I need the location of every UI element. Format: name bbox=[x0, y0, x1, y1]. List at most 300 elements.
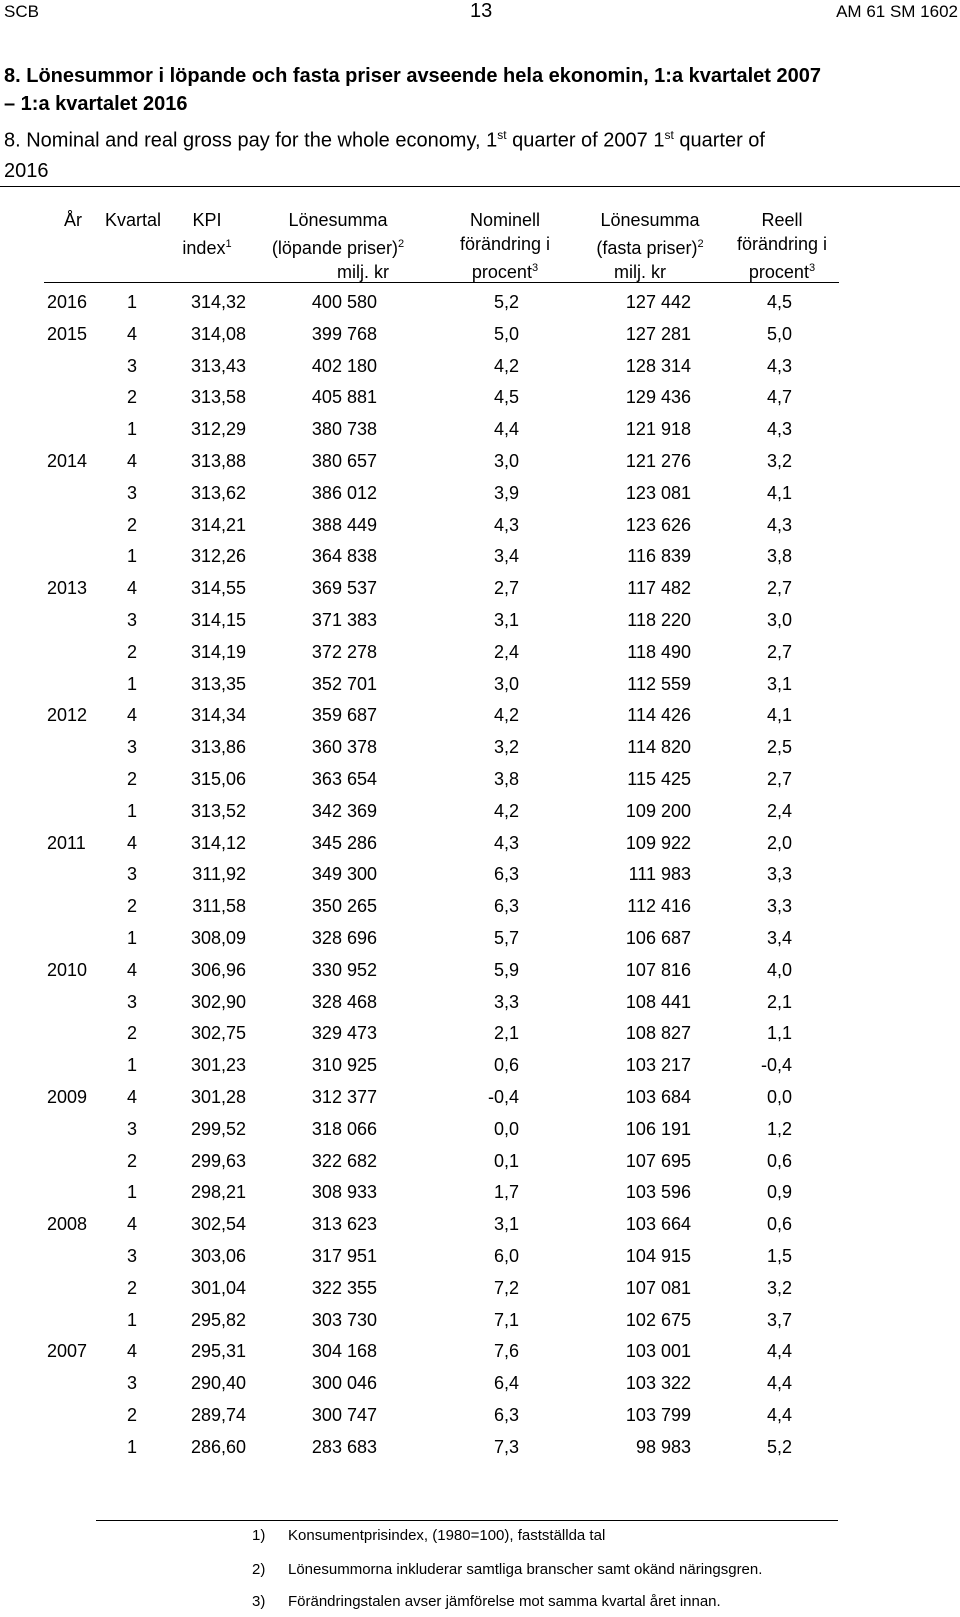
table-row bbox=[0, 515, 960, 547]
real-pay-cell: 127 442 bbox=[625, 292, 691, 312]
real-change-cell: 0,0 bbox=[766, 1087, 792, 1107]
table-row bbox=[0, 1341, 960, 1373]
table-row bbox=[0, 578, 960, 610]
real-pay-cell: 107 695 bbox=[625, 1150, 691, 1171]
nominal-change-cell: 2,7 bbox=[493, 578, 519, 599]
kpi-cell: 314,34 bbox=[190, 705, 246, 726]
real-pay-cell: 108 441 bbox=[625, 991, 691, 1012]
col-kpi-header: KPI index$^1$ bbox=[182, 210, 232, 258]
table-row bbox=[0, 705, 960, 737]
nominal-change-cell: 6,3 bbox=[493, 896, 519, 917]
real-pay-cell: 114 820 bbox=[627, 737, 691, 758]
quarter-cell: 2 bbox=[127, 387, 138, 408]
nominal-pay-cell: 360 378 bbox=[311, 737, 377, 758]
table-row bbox=[0, 1055, 960, 1087]
title-en-line1 bbox=[4, 120, 954, 156]
nominal-pay-cell: 300 046 bbox=[311, 1373, 377, 1394]
real-change-cell: 4,0 bbox=[766, 959, 792, 980]
table-row bbox=[0, 1182, 960, 1214]
nominal-change-cell: 3,9 bbox=[493, 482, 519, 503]
quarter-cell: 1 bbox=[127, 546, 138, 567]
nominal-pay-cell: 399 768 bbox=[311, 323, 377, 344]
kpi-cell: 314,55 bbox=[190, 578, 246, 599]
real-pay-cell: 129 436 bbox=[625, 387, 691, 408]
real-change-cell: 2,7 bbox=[766, 769, 792, 789]
real-pay-cell: 112 416 bbox=[627, 896, 691, 917]
quarter-cell: 2 bbox=[127, 1023, 138, 1044]
quarter-cell: 1 bbox=[127, 419, 138, 440]
year-cell: 2007 bbox=[47, 1341, 88, 1362]
nominal-change-cell: 1,7 bbox=[493, 1182, 519, 1203]
footnote-1-number: 1) bbox=[252, 1527, 266, 1544]
real-change-cell: 4,7 bbox=[766, 387, 792, 408]
real-change-cell: 3,2 bbox=[766, 1277, 792, 1298]
quarter-cell: 3 bbox=[127, 482, 138, 503]
footnote-3-text: Förändringstalen avser jämförelse mot samma kvartal året innan. bbox=[288, 1593, 721, 1610]
real-change-cell: 5,2 bbox=[766, 1436, 792, 1457]
quarter-cell: 4 bbox=[127, 705, 138, 726]
real-pay-cell: 103 684 bbox=[625, 1087, 691, 1107]
kpi-cell: 298,21 bbox=[190, 1182, 246, 1203]
nominal-change-cell: 7,1 bbox=[493, 1309, 519, 1330]
quarter-cell: 4 bbox=[127, 832, 138, 853]
table-row bbox=[0, 769, 960, 801]
kpi-cell: 314,19 bbox=[190, 641, 246, 662]
real-change-cell: 4,1 bbox=[766, 705, 792, 726]
table-row bbox=[0, 1214, 960, 1246]
nominal-pay-cell: 328 696 bbox=[311, 928, 377, 948]
real-change-cell: 0,6 bbox=[766, 1214, 792, 1235]
quarter-cell: 3 bbox=[127, 737, 138, 758]
real-pay-cell: 103 001 bbox=[625, 1341, 691, 1362]
real-pay-cell: 111 983 bbox=[628, 864, 691, 885]
table-row bbox=[0, 1437, 960, 1469]
title-en-sup1: st bbox=[497, 128, 507, 142]
real-change-cell: 2,1 bbox=[766, 991, 792, 1012]
quarter-cell: 3 bbox=[127, 991, 138, 1012]
nominal-pay-cell: 329 473 bbox=[311, 1023, 377, 1044]
quarter-cell: 1 bbox=[127, 673, 138, 694]
real-pay-cell: 104 915 bbox=[625, 1246, 691, 1266]
kpi-cell: 301,04 bbox=[190, 1277, 246, 1298]
nominal-pay-cell: 405 881 bbox=[311, 387, 377, 408]
nominal-pay-cell: 313 623 bbox=[311, 1214, 377, 1235]
real-change-cell: 4,5 bbox=[766, 292, 792, 312]
title-en-part-c: quarter of bbox=[673, 129, 765, 152]
real-change-cell: 3,2 bbox=[766, 451, 792, 471]
quarter-cell: 4 bbox=[127, 1341, 138, 1362]
real-pay-cell: 109 922 bbox=[625, 832, 691, 853]
nominal-change-cell: 3,3 bbox=[493, 991, 519, 1012]
nominal-pay-cell: 330 952 bbox=[311, 959, 377, 980]
table-row bbox=[0, 960, 960, 992]
real-pay-cell: 123 626 bbox=[625, 514, 691, 535]
kpi-cell: 306,96 bbox=[190, 959, 246, 980]
real-change-cell: 2,5 bbox=[766, 737, 792, 758]
table-title-english bbox=[4, 120, 954, 186]
table-row bbox=[0, 483, 960, 515]
nominal-pay-cell: 322 355 bbox=[311, 1277, 377, 1298]
real-change-cell: 3,8 bbox=[766, 546, 792, 567]
kpi-cell: 286,60 bbox=[190, 1436, 246, 1457]
footnote-2-text: Lönesummorna inkluderar samtliga branscher samt okänd näringsgren. bbox=[288, 1561, 763, 1578]
col-year-header: År bbox=[64, 210, 82, 230]
kpi-cell: 301,28 bbox=[190, 1087, 246, 1107]
kpi-cell: 312,29 bbox=[190, 419, 246, 440]
table-row bbox=[0, 419, 960, 451]
real-change-cell: 4,4 bbox=[766, 1341, 792, 1362]
kpi-cell: 303,06 bbox=[190, 1246, 246, 1266]
real-pay-cell: 115 425 bbox=[627, 769, 691, 789]
quarter-cell: 4 bbox=[127, 1214, 138, 1235]
quarter-cell: 2 bbox=[127, 769, 138, 789]
real-change-cell: 0,9 bbox=[766, 1182, 792, 1203]
page-header bbox=[0, 0, 960, 28]
nominal-pay-cell: 312 377 bbox=[311, 1087, 377, 1107]
title-en-line2: 2016 bbox=[4, 159, 49, 182]
nominal-pay-cell: 402 180 bbox=[311, 355, 377, 376]
kpi-cell: 313,58 bbox=[190, 387, 246, 408]
table-row bbox=[0, 1246, 960, 1278]
col-quarter-header: Kvartal bbox=[104, 210, 162, 230]
quarter-cell: 3 bbox=[127, 355, 138, 376]
real-change-cell: -0,4 bbox=[760, 1055, 792, 1076]
table-row bbox=[0, 356, 960, 388]
real-change-cell: 4,3 bbox=[766, 355, 792, 376]
nominal-change-cell: 6,0 bbox=[493, 1246, 519, 1266]
kpi-cell: 302,54 bbox=[190, 1214, 246, 1235]
quarter-cell: 3 bbox=[127, 610, 138, 630]
real-change-cell: 2,0 bbox=[766, 832, 792, 853]
kpi-cell: 313,35 bbox=[190, 673, 246, 694]
nominal-change-cell: 2,1 bbox=[493, 1023, 519, 1044]
real-pay-cell: 103 322 bbox=[625, 1373, 691, 1394]
real-pay-cell: 128 314 bbox=[625, 355, 691, 376]
real-pay-cell: 106 191 bbox=[625, 1118, 691, 1139]
quarter-cell: 1 bbox=[127, 928, 138, 948]
real-pay-cell: 103 799 bbox=[625, 1405, 691, 1425]
nominal-pay-cell: 388 449 bbox=[311, 514, 377, 535]
table-row bbox=[0, 801, 960, 833]
nominal-change-cell: 7,3 bbox=[493, 1436, 519, 1457]
header-divider bbox=[44, 282, 839, 283]
nominal-pay-cell: 283 683 bbox=[311, 1436, 377, 1457]
quarter-cell: 2 bbox=[127, 1150, 138, 1171]
table-row bbox=[0, 642, 960, 674]
publisher-label: SCB bbox=[4, 2, 39, 21]
report-code: AM 61 SM 1602 bbox=[836, 2, 958, 21]
real-pay-cell: 114 426 bbox=[627, 705, 691, 726]
real-pay-cell: 118 490 bbox=[627, 641, 691, 662]
quarter-cell: 3 bbox=[127, 1373, 138, 1394]
col-nominal-change-header: Nominell förändring i procent$^3$ bbox=[459, 210, 551, 282]
kpi-cell: 314,15 bbox=[190, 610, 246, 630]
nominal-change-cell: 5,0 bbox=[493, 323, 519, 344]
kpi-cell: 290,40 bbox=[190, 1373, 246, 1394]
kpi-cell: 299,52 bbox=[190, 1118, 246, 1139]
kpi-cell: 313,86 bbox=[190, 737, 246, 758]
title-en-part-a: 8. Nominal and real gross pay for the whole economy, 1 bbox=[4, 129, 498, 152]
kpi-cell: 315,06 bbox=[190, 769, 246, 789]
title-en-sup2: st bbox=[664, 128, 674, 142]
real-change-cell: 4,3 bbox=[766, 419, 792, 440]
table-row bbox=[0, 546, 960, 578]
table-row bbox=[0, 387, 960, 419]
real-pay-cell: 107 816 bbox=[625, 959, 691, 980]
real-pay-cell: 123 081 bbox=[625, 482, 691, 503]
table-row bbox=[0, 292, 960, 324]
quarter-cell: 2 bbox=[127, 1277, 138, 1298]
nominal-pay-cell: 304 168 bbox=[311, 1341, 377, 1362]
nominal-change-cell: 0,6 bbox=[493, 1055, 519, 1076]
real-pay-cell: 107 081 bbox=[625, 1277, 691, 1298]
quarter-cell: 1 bbox=[127, 292, 138, 312]
real-change-cell: 2,7 bbox=[766, 641, 792, 662]
nominal-change-cell: 6,4 bbox=[493, 1373, 519, 1394]
footnote-3-number: 3) bbox=[252, 1593, 266, 1610]
table-row bbox=[0, 1023, 960, 1055]
nominal-change-cell: 4,5 bbox=[493, 387, 519, 408]
year-cell: 2011 bbox=[47, 832, 86, 853]
quarter-cell: 4 bbox=[127, 451, 138, 471]
real-pay-cell: 98 983 bbox=[635, 1436, 691, 1457]
kpi-cell: 314,08 bbox=[190, 323, 246, 344]
quarter-cell: 4 bbox=[127, 578, 138, 599]
kpi-cell: 313,52 bbox=[190, 800, 246, 821]
nominal-change-cell: 3,0 bbox=[493, 451, 519, 471]
quarter-cell: 2 bbox=[127, 514, 138, 535]
nominal-change-cell: 6,3 bbox=[493, 864, 519, 885]
nominal-pay-cell: 380 657 bbox=[311, 451, 377, 471]
nominal-change-cell: 6,3 bbox=[493, 1405, 519, 1425]
nominal-pay-cell: 300 747 bbox=[311, 1405, 377, 1425]
quarter-cell: 1 bbox=[127, 1055, 138, 1076]
real-pay-cell: 103 596 bbox=[625, 1182, 691, 1203]
col-nominal-pay-header: Lönesumma (löpande priser)$^2$ milj. kr bbox=[271, 210, 405, 282]
table-row bbox=[0, 324, 960, 356]
real-pay-cell: 103 664 bbox=[625, 1214, 691, 1235]
nominal-change-cell: 3,8 bbox=[493, 769, 519, 789]
footnote-divider bbox=[96, 1520, 838, 1521]
kpi-cell: 302,90 bbox=[190, 991, 246, 1012]
real-pay-cell: 121 276 bbox=[625, 451, 691, 471]
kpi-cell: 299,63 bbox=[190, 1150, 246, 1171]
title-sv-line2: – 1:a kvartalet 2016 bbox=[4, 93, 188, 115]
nominal-pay-cell: 371 383 bbox=[311, 610, 377, 630]
table-title-swedish bbox=[4, 62, 954, 118]
nominal-change-cell: 3,0 bbox=[493, 673, 519, 694]
real-change-cell: 4,1 bbox=[766, 482, 792, 503]
year-cell: 2012 bbox=[47, 705, 88, 726]
nominal-pay-cell: 342 369 bbox=[311, 800, 377, 821]
kpi-cell: 302,75 bbox=[190, 1023, 246, 1044]
nominal-pay-cell: 317 951 bbox=[311, 1246, 377, 1266]
nominal-change-cell: 3,4 bbox=[493, 546, 519, 567]
real-change-cell: 1,1 bbox=[766, 1023, 792, 1044]
col-real-change-header: Reell förändring i procent$^3$ bbox=[736, 210, 828, 282]
nominal-pay-cell: 369 537 bbox=[311, 578, 377, 599]
col-real-pay-header: Lönesumma (fasta priser)$^2$ milj. kr bbox=[596, 210, 704, 282]
nominal-pay-cell: 345 286 bbox=[311, 832, 377, 853]
real-change-cell: 3,3 bbox=[766, 896, 792, 917]
table-row bbox=[0, 737, 960, 769]
real-pay-cell: 106 687 bbox=[625, 928, 691, 948]
table-row bbox=[0, 896, 960, 928]
nominal-change-cell: -0,4 bbox=[487, 1087, 519, 1107]
nominal-pay-cell: 386 012 bbox=[311, 482, 377, 503]
quarter-cell: 2 bbox=[127, 641, 138, 662]
nominal-pay-cell: 359 687 bbox=[311, 705, 377, 726]
nominal-change-cell: 4,3 bbox=[493, 832, 519, 853]
real-pay-cell: 109 200 bbox=[625, 800, 691, 821]
table-row bbox=[0, 1373, 960, 1405]
real-change-cell: 1,2 bbox=[766, 1118, 792, 1139]
real-change-cell: 3,4 bbox=[766, 928, 792, 948]
quarter-cell: 4 bbox=[127, 323, 138, 344]
table-row bbox=[0, 864, 960, 896]
year-cell: 2013 bbox=[47, 578, 88, 599]
real-pay-cell: 121 918 bbox=[625, 419, 691, 440]
nominal-pay-cell: 400 580 bbox=[311, 292, 377, 312]
table-row bbox=[0, 1087, 960, 1119]
table-row bbox=[0, 674, 960, 706]
title-divider bbox=[0, 186, 960, 187]
quarter-cell: 1 bbox=[127, 1182, 138, 1203]
real-change-cell: 1,5 bbox=[766, 1246, 792, 1266]
table-row bbox=[0, 833, 960, 865]
real-pay-cell: 116 839 bbox=[627, 546, 691, 567]
year-cell: 2008 bbox=[47, 1214, 88, 1235]
real-change-cell: 3,7 bbox=[766, 1309, 792, 1330]
table-row bbox=[0, 1310, 960, 1342]
year-cell: 2015 bbox=[47, 323, 88, 344]
table-row bbox=[0, 1278, 960, 1310]
kpi-cell: 301,23 bbox=[190, 1055, 246, 1076]
real-change-cell: 5,0 bbox=[766, 323, 792, 344]
nominal-pay-cell: 322 682 bbox=[311, 1150, 377, 1171]
nominal-change-cell: 0,0 bbox=[493, 1118, 519, 1139]
title-en-part-b: quarter of 2007 1 bbox=[506, 129, 665, 152]
real-change-cell: 2,7 bbox=[766, 578, 792, 599]
year-cell: 2010 bbox=[47, 959, 88, 980]
nominal-change-cell: 5,9 bbox=[493, 959, 519, 980]
quarter-cell: 3 bbox=[127, 1246, 138, 1266]
footnote-2-number: 2) bbox=[252, 1561, 266, 1578]
quarter-cell: 1 bbox=[127, 800, 138, 821]
kpi-cell: 313,88 bbox=[190, 451, 246, 471]
real-pay-cell: 127 281 bbox=[625, 323, 691, 344]
real-change-cell: 3,0 bbox=[766, 610, 792, 630]
nominal-change-cell: 3,1 bbox=[493, 610, 519, 630]
nominal-change-cell: 0,1 bbox=[493, 1150, 519, 1171]
quarter-cell: 1 bbox=[127, 1309, 138, 1330]
kpi-cell: 308,09 bbox=[190, 928, 246, 948]
footnote-1-text: Konsumentprisindex, (1980=100), fastställda tal bbox=[288, 1527, 606, 1544]
kpi-cell: 295,82 bbox=[190, 1309, 246, 1330]
nominal-pay-cell: 310 925 bbox=[311, 1055, 377, 1076]
quarter-cell: 2 bbox=[127, 896, 138, 917]
table-row bbox=[0, 1151, 960, 1183]
nominal-pay-cell: 380 738 bbox=[311, 419, 377, 440]
nominal-change-cell: 2,4 bbox=[493, 641, 519, 662]
kpi-cell: 313,62 bbox=[190, 482, 246, 503]
kpi-cell: 311,92 bbox=[192, 864, 246, 885]
year-cell: 2016 bbox=[47, 292, 88, 312]
nominal-pay-cell: 350 265 bbox=[311, 896, 377, 917]
kpi-cell: 311,58 bbox=[192, 896, 246, 917]
real-change-cell: 4,4 bbox=[766, 1405, 792, 1425]
nominal-change-cell: 5,7 bbox=[493, 928, 519, 948]
nominal-change-cell: 4,2 bbox=[493, 705, 519, 726]
nominal-pay-cell: 308 933 bbox=[311, 1182, 377, 1203]
kpi-cell: 295,31 bbox=[190, 1341, 246, 1362]
nominal-change-cell: 4,2 bbox=[493, 355, 519, 376]
year-cell: 2009 bbox=[47, 1087, 88, 1107]
table-row bbox=[0, 610, 960, 642]
quarter-cell: 4 bbox=[127, 1087, 138, 1107]
real-change-cell: 4,3 bbox=[766, 514, 792, 535]
quarter-cell: 3 bbox=[127, 1118, 138, 1139]
nominal-pay-cell: 372 278 bbox=[311, 641, 377, 662]
real-change-cell: 0,6 bbox=[766, 1150, 792, 1171]
quarter-cell: 4 bbox=[127, 959, 138, 980]
nominal-pay-cell: 352 701 bbox=[311, 673, 377, 694]
real-change-cell: 4,4 bbox=[766, 1373, 792, 1394]
nominal-change-cell: 4,4 bbox=[493, 419, 519, 440]
real-change-cell: 3,1 bbox=[766, 673, 792, 694]
real-pay-cell: 112 559 bbox=[627, 673, 691, 694]
nominal-change-cell: 7,6 bbox=[493, 1341, 519, 1362]
real-change-cell: 3,3 bbox=[766, 864, 792, 885]
nominal-change-cell: 3,1 bbox=[493, 1214, 519, 1235]
real-pay-cell: 108 827 bbox=[625, 1023, 691, 1044]
table-row bbox=[0, 1119, 960, 1151]
nominal-pay-cell: 328 468 bbox=[311, 991, 377, 1012]
table-row bbox=[0, 928, 960, 960]
nominal-pay-cell: 349 300 bbox=[311, 864, 377, 885]
nominal-change-cell: 5,2 bbox=[493, 292, 519, 312]
nominal-pay-cell: 318 066 bbox=[311, 1118, 377, 1139]
page-number: 13 bbox=[470, 0, 493, 22]
quarter-cell: 3 bbox=[127, 864, 138, 885]
table-row bbox=[0, 451, 960, 483]
kpi-cell: 313,43 bbox=[190, 355, 246, 376]
nominal-pay-cell: 363 654 bbox=[311, 769, 377, 789]
real-pay-cell: 102 675 bbox=[625, 1309, 691, 1330]
kpi-cell: 314,32 bbox=[190, 292, 246, 312]
real-pay-cell: 118 220 bbox=[627, 610, 691, 630]
year-cell: 2014 bbox=[47, 451, 88, 471]
quarter-cell: 2 bbox=[127, 1405, 138, 1425]
real-pay-cell: 117 482 bbox=[627, 578, 691, 599]
kpi-cell: 312,26 bbox=[190, 546, 246, 567]
nominal-change-cell: 4,3 bbox=[493, 514, 519, 535]
title-sv-line1: 8. Lönesummor i löpande och fasta priser avseende hela ekonomin, 1:a kvartalet 2007 bbox=[4, 65, 821, 87]
kpi-cell: 289,74 bbox=[190, 1405, 246, 1425]
real-pay-cell: 103 217 bbox=[625, 1055, 691, 1076]
nominal-change-cell: 7,2 bbox=[493, 1277, 519, 1298]
kpi-cell: 314,21 bbox=[190, 514, 246, 535]
nominal-pay-cell: 364 838 bbox=[311, 546, 377, 567]
table-row bbox=[0, 1405, 960, 1437]
quarter-cell: 1 bbox=[127, 1436, 138, 1457]
nominal-pay-cell: 303 730 bbox=[311, 1309, 377, 1330]
table-row bbox=[0, 992, 960, 1024]
nominal-change-cell: 4,2 bbox=[493, 800, 519, 821]
nominal-change-cell: 3,2 bbox=[493, 737, 519, 758]
kpi-cell: 314,12 bbox=[190, 832, 246, 853]
real-change-cell: 2,4 bbox=[766, 800, 792, 821]
